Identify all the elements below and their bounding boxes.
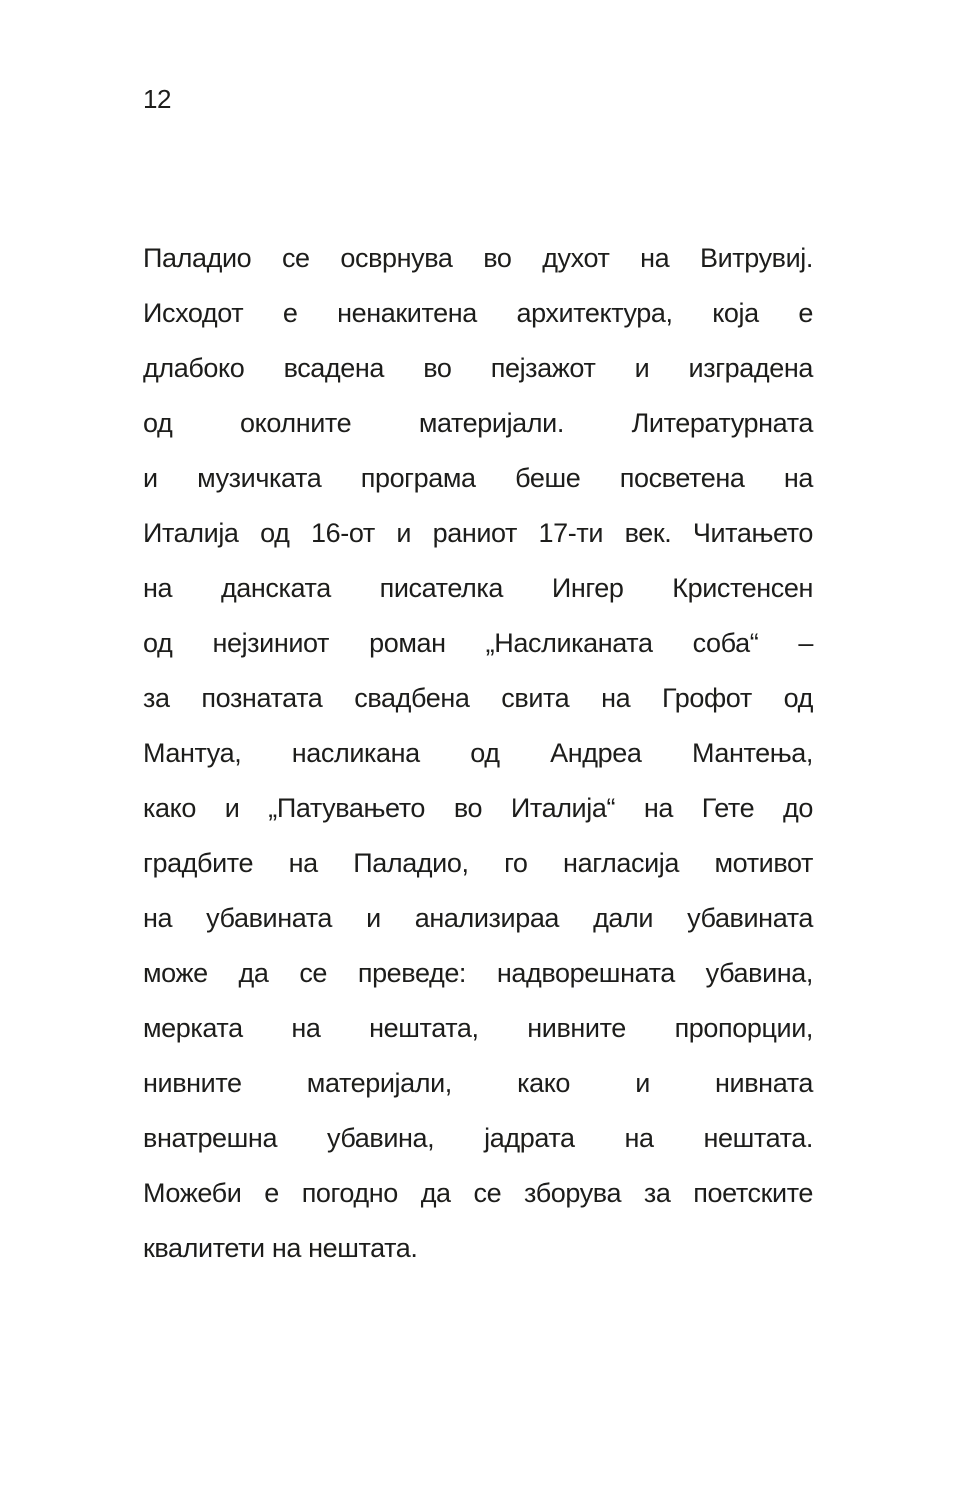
text-line: Исходот е ненакитена архитектура, која е bbox=[143, 298, 813, 328]
text-line: од нејзиниот роман „Насликаната соба“ – bbox=[143, 628, 813, 658]
text-line: нивните материјали, како и нивната bbox=[143, 1068, 813, 1098]
text-line: градбите на Паладио, го нагласија мотивот bbox=[143, 848, 813, 878]
text-line: од околните материјали. Литературната bbox=[143, 408, 813, 438]
text-line: Италија од 16-от и раниот 17-ти век. Читањето bbox=[143, 518, 813, 548]
text-line: Можеби е погодно да се зборува за поетските bbox=[143, 1178, 813, 1208]
text-line: за познатата свадбена свита на Грофот од bbox=[143, 683, 813, 713]
text-line: на убавината и анализираа дали убавината bbox=[143, 903, 813, 933]
text-line: внатрешна убавина, јадрата на нештата. bbox=[143, 1123, 813, 1153]
text-line: и музичката програма беше посветена на bbox=[143, 463, 813, 493]
body-paragraph bbox=[143, 231, 813, 1276]
text-line: квалитети на нештата. bbox=[143, 1233, 418, 1263]
text-line: длабоко всадена во пејзажот и изградена bbox=[143, 353, 813, 383]
text-line: мерката на нештата, нивните пропорции, bbox=[143, 1013, 813, 1043]
page-number: 12 bbox=[143, 84, 171, 114]
text-line: како и „Патувањето во Италија“ на Гете до bbox=[143, 793, 813, 823]
text-line: Паладио се осврнува во духот на Витрувиј. bbox=[143, 243, 813, 273]
text-line: на данската писателка Ингер Кристенсен bbox=[143, 573, 813, 603]
text-line: може да се преведе: надворешната убавина, bbox=[143, 958, 813, 988]
text-line: Мантуа, насликана од Андреа Мантења, bbox=[143, 738, 813, 768]
